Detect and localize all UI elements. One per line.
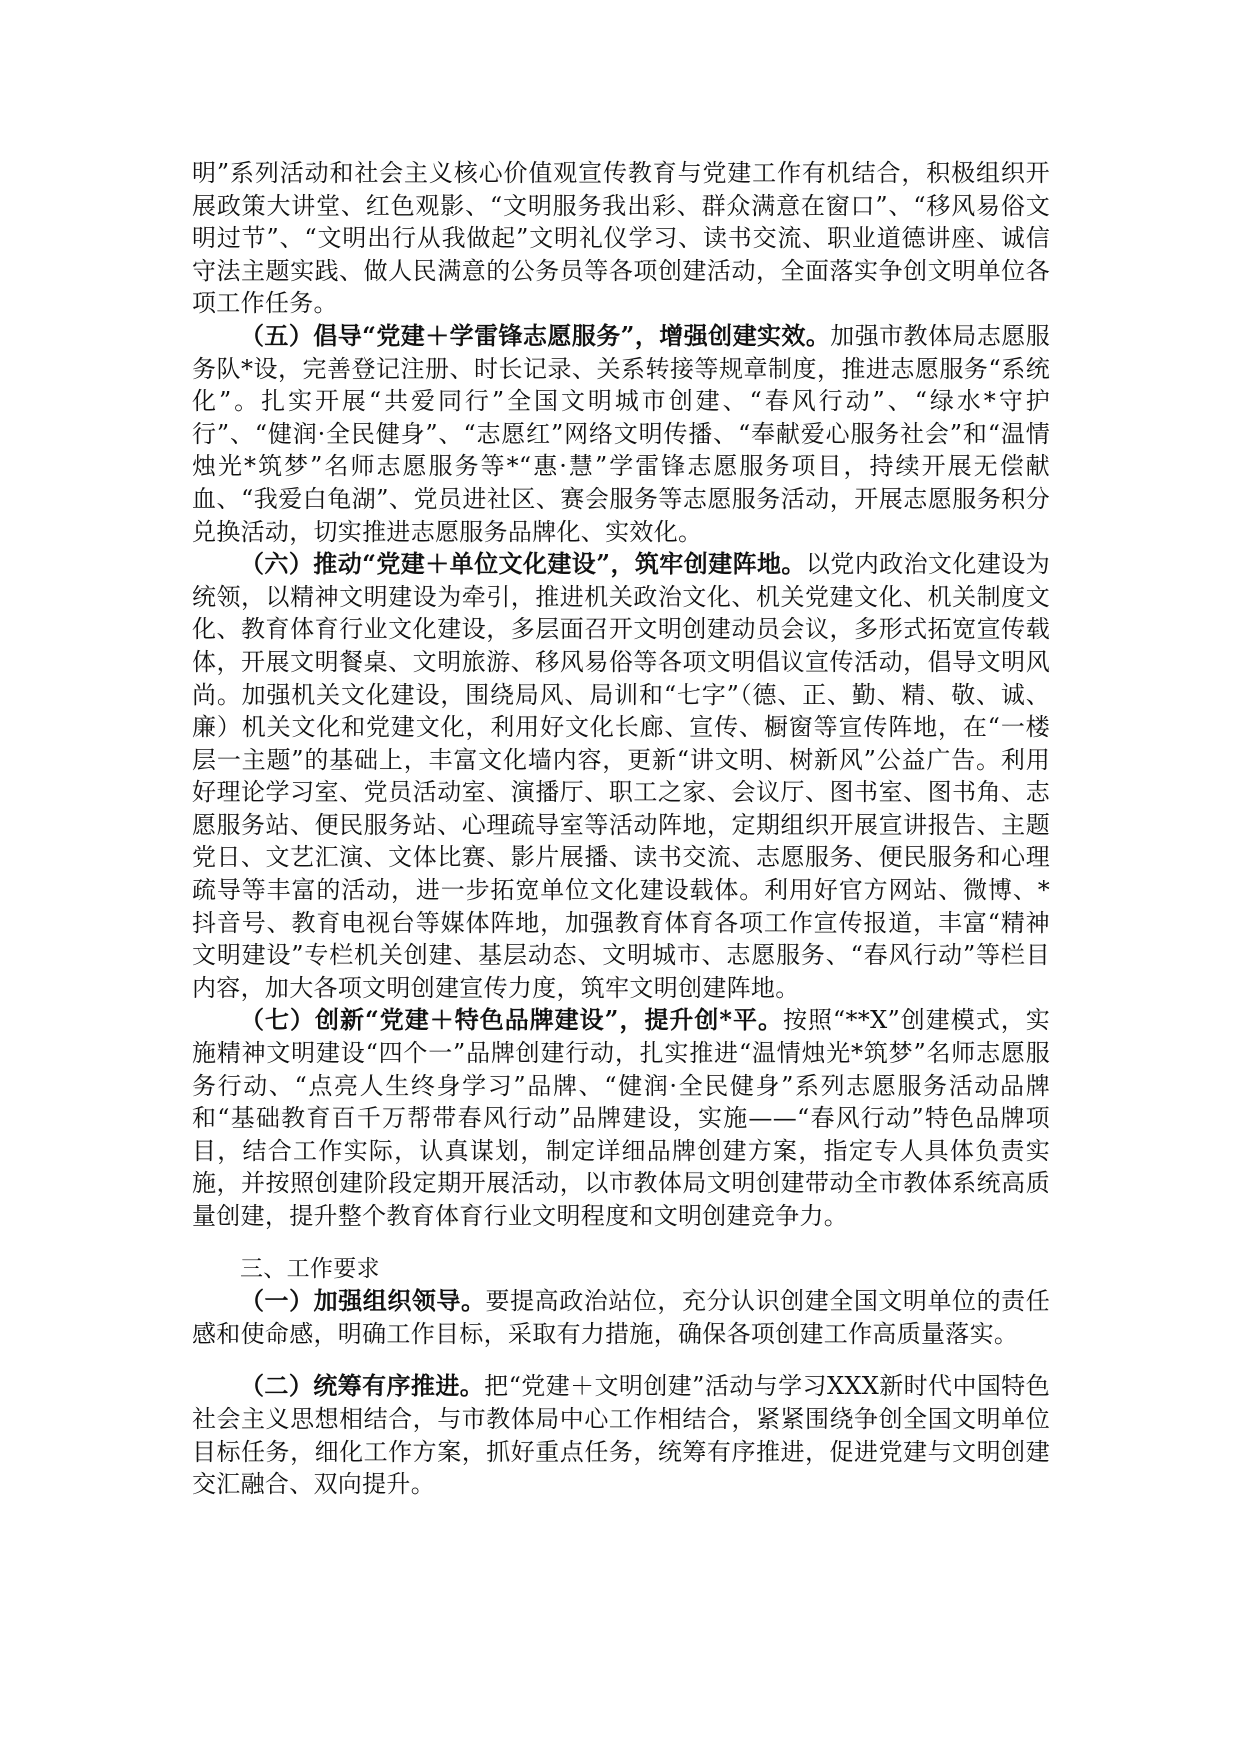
paragraph-text: 明”系列活动和社会主义核心价值观宣传教育与党建工作有机结合，积极组织开展政策大讲堂、红色观影、“文明服务我出彩、群众满意在窗口”、“移风易俗文明过节”、“文明出行从我做起”文明礼仪学习、读书交流、职业道德讲座、诚信守法主题实践、做人民满意的公务员等各项创建活动，全面落实争创文明单位各项工作任务。 [192,159,1050,318]
item-heading: （二）统筹有序推进。 [240,1371,485,1401]
item-heading: （一）加强组织领导。 [240,1286,486,1316]
paragraph-requirement-1 [192,1285,1050,1350]
paragraph-item-7 [192,1004,1050,1232]
section-heading-3: 三、工作要求 [240,1255,380,1282]
item-body: 按照“**X”创建模式，实施精神文明建设“四个一”品牌创建行动，扎实推进“温情烛光*筑梦”名师志愿服务行动、“点亮人生终身学习”品牌、“健润·全民健身”系列志愿服务活动品牌和“基础教育百千万帮带春风行动”品牌建设，实施——“春风行动”特色品牌项目，结合工作实际，认真谋划，制定详细品牌创建方案，指定专人具体负责实施，并按照创建阶段定期开展活动，以市教体局文明创建带动全市教体系统高质量创建，提升整个教育体育行业文明程度和文明创建竞争力。 [192,1006,1051,1230]
item-body: 把“党建＋文明创建”活动与学习XXX新时代中国特色社会主义思想相结合，与市教体局中心工作相结合，紧紧围绕争创全国文明单位目标任务，细化工作方案，抓好重点任务，统筹有序推进，促进党建与文明创建交汇融合、双向提升。 [192,1372,1051,1499]
paragraph-item-6 [192,548,1050,1004]
item-body: 以党内政治文化建设为统领，以精神文明建设为牵引，推进机关政治文化、机关党建文化、机关制度文化、教育体育行业文化建设，多层面召开文明创建动员会议，多形式拓宽宣传载体，开展文明餐桌、文明旅游、移风易俗等各项文明倡议宣传活动，倡导文明风尚。加强机关文化建设，围绕局风、局训和“七字”（德、正、勤、精、敬、诚、廉）机关文化和党建文化，利用好文化长廊、宣传、橱窗等宣传阵地，在“一楼层一主题”的基础上，丰富文化墙内容，更新“讲文明、树新风”公益广告。利用好理论学习室、党员活动室、演播厅、职工之家、会议厅、图书室、图书角、志愿服务站、便民服务站、心理疏导室等活动阵地，定期组织开展宣讲报告、主题党日、文艺汇演、文体比赛、影片展播、读书交流、志愿服务、便民服务和心理疏导等丰富的活动，进一步拓宽单位文化建设载体。利用好官方网站、微博、*抖音号、教育电视台等媒体阵地，加强教育体育各项工作宣传报道，丰富“精神文明建设”专栏机关创建、基层动态、文明城市、志愿服务、“春风行动”等栏目内容，加大各项文明创建宣传力度，筑牢文明创建阵地。 [192,550,1051,1002]
item-heading: （六）推动“党建＋单位文化建设”，筑牢创建阵地。 [240,549,806,579]
document-body [192,157,1050,1501]
item-heading: （五）倡导“党建＋学雷锋志愿服务”，增强创建实效。 [240,320,831,350]
paragraph-continuation [192,157,1050,320]
paragraph-requirement-2 [192,1370,1050,1500]
item-heading: （七）创新“党建＋特色品牌建设”，提升创*平。 [240,1005,783,1035]
paragraph-item-5 [192,320,1050,548]
item-body: 加强市教体局志愿服务队*设，完善登记注册、时长记录、关系转接等规章制度，推进志愿服务“系统化”。扎实开展“共爱同行”全国文明城市创建、“春风行动”、“绿水*守护行”、“健润·全民健身”、“志愿红”网络文明传播、“奉献爱心服务社会”和“温情烛光*筑梦”名师志愿服务等*“惠·慧”学雷锋志愿服务项目，持续开展无偿献血、“我爱白龟湖”、党员进社区、赛会服务等志愿服务活动，开展志愿服务积分兑换活动，切实推进志愿服务品牌化、实效化。 [192,321,1050,546]
item-body: 要提高政治站位，充分认识创建全国文明单位的责任感和使命感，明确工作目标，采取有力措施，确保各项创建工作高质量落实。 [192,1287,1050,1348]
